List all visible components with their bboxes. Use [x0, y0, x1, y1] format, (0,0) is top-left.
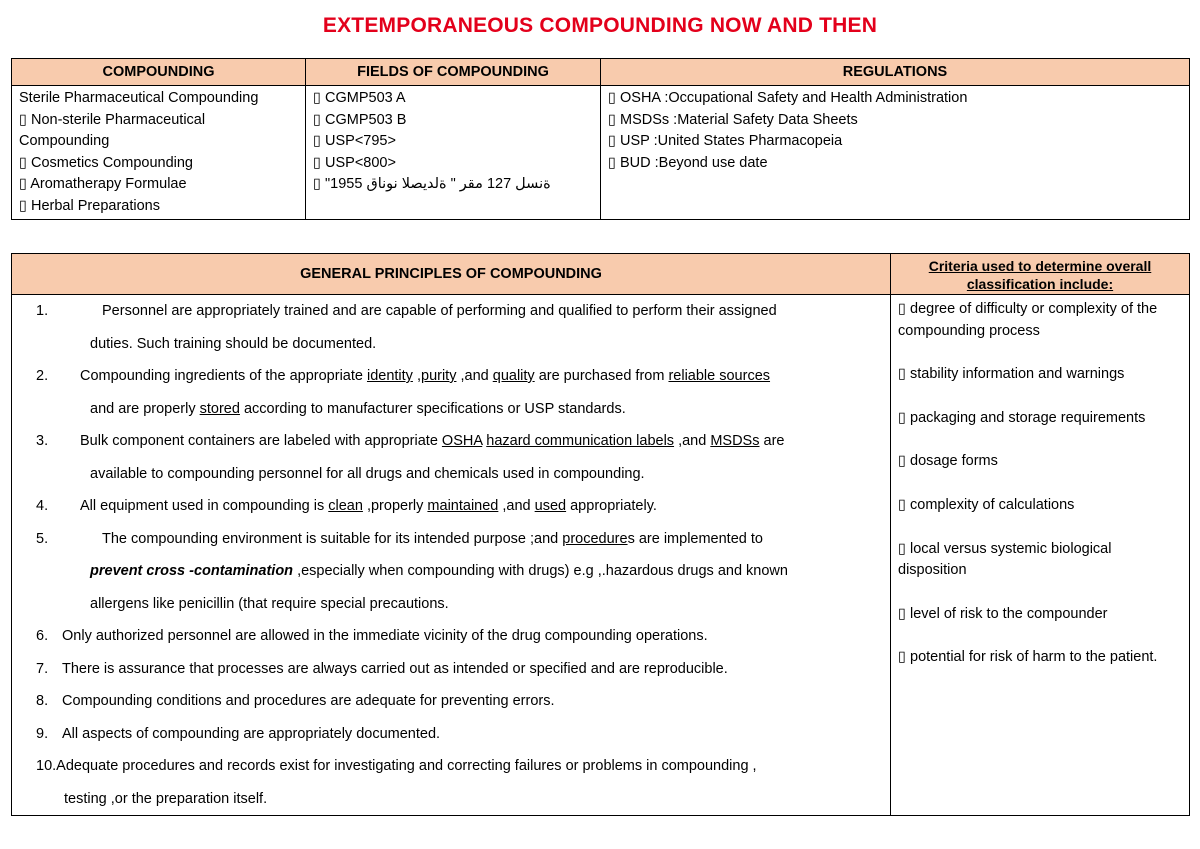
item-text: Compounding conditions and procedures are adequate for preventing errors. [62, 693, 555, 709]
criteria-item: ▯ packaging and storage requirements [898, 409, 1146, 426]
term-stored: stored [199, 400, 240, 417]
compounding-item: ▯ Cosmetics Compounding [19, 154, 193, 171]
item-text: Adequate procedures and records exist for investigating and correcting failures or problems in compounding , [56, 758, 757, 774]
term-quality: quality [492, 368, 535, 384]
item-text: are [759, 433, 785, 449]
item-text: There is assurance that processes are always carried out as intended or specified and are reproducible. [62, 660, 728, 677]
header-fields: FIELDS OF COMPOUNDING [306, 59, 601, 86]
item-text: , [412, 368, 421, 384]
field-item: ▯ USP<800> [313, 154, 396, 171]
item-number: 10. [36, 758, 57, 774]
item-text: Compounding ingredients of the appropriate [80, 368, 367, 384]
criteria-item: ▯ stability information and warnings [898, 366, 1125, 383]
list-item [18, 490, 886, 523]
header-criteria-text: Criteria used to determine overall classification include: [928, 258, 1152, 292]
item-text-continued: according to manufacturer specifications or USP standards. [239, 400, 626, 417]
item-number: 6. [36, 628, 49, 644]
regulation-item: ▯ OSHA :Occupational Safety and Health Administration [608, 90, 968, 106]
criteria-item: ▯ potential for risk of harm to the patient. [898, 649, 1158, 666]
item-text: Personnel are appropriately trained and are capable of performing and qualified to perform their assigned [102, 303, 777, 319]
criteria-item: ▯ local versus systemic biological disposition [898, 540, 1112, 579]
principles-list [12, 295, 891, 816]
term-maintained: maintained [427, 498, 499, 514]
regulation-item: ▯ USP :United States Pharmacopeia [608, 133, 843, 150]
item-text: ,properly [362, 498, 428, 514]
item-text: s are implemented to [627, 530, 763, 547]
list-item [18, 523, 886, 556]
regulation-item: ▯ MSDSs :Material Safety Data Sheets [608, 111, 858, 128]
header-compounding: COMPOUNDING [12, 59, 306, 86]
compounding-cell [12, 86, 306, 220]
field-item: ▯ CGMP503 A [313, 90, 406, 106]
item-text-continued: duties. Such training should be documented. [90, 335, 377, 352]
compounding-item: ▯ Herbal Preparations [19, 197, 160, 214]
criteria-list [891, 295, 1190, 816]
list-item [18, 425, 886, 458]
term-osha: OSHA [441, 433, 483, 449]
item-text: ,and [498, 498, 535, 514]
item-number: 9. [36, 725, 49, 742]
item-text: All aspects of compounding are appropriately documented. [62, 725, 441, 742]
item-number: 2. [36, 368, 49, 384]
item-number: 7. [36, 660, 49, 677]
list-item [18, 750, 886, 783]
general-principles-table [11, 253, 1190, 816]
term-reliable-sources: reliable sources [668, 368, 771, 384]
item-text: All equipment used in compounding is [80, 498, 329, 514]
item-number: 3. [36, 433, 49, 449]
field-item-arabic: ▯ "1955 ةنسل 127 مقر " ةلديصلا نوناق [313, 176, 551, 193]
regulation-item: ▯ BUD :Beyond use date [608, 154, 768, 171]
item-text-continued: testing ,or the preparation itself. [64, 790, 268, 807]
regulations-cell [601, 86, 1190, 220]
term-identity: identity [366, 368, 413, 384]
list-item [18, 653, 886, 686]
item-text-continued: ,especially when compounding with drugs) e.g ,.hazardous drugs and known [293, 563, 788, 579]
item-text-continued: available to compounding personnel for all drugs and chemicals used in compounding. [90, 465, 645, 482]
page-title: EXTEMPORANEOUS COMPOUNDING NOW AND THEN [322, 14, 878, 37]
item-text: appropriately. [566, 498, 657, 514]
item-number: 1. [36, 303, 49, 319]
term-used: used [534, 498, 567, 514]
item-text: Only authorized personnel are allowed in the immediate vicinity of the drug compounding operations. [62, 628, 708, 644]
criteria-item: ▯ complexity of calculations [898, 496, 1075, 513]
item-text: The compounding environment is suitable for its intended purpose ;and [102, 530, 563, 547]
item-number: 4. [36, 498, 49, 514]
criteria-item: ▯ dosage forms [898, 453, 998, 470]
criteria-item: ▯ degree of difficulty or complexity of the compounding process [898, 301, 1158, 339]
item-text: Bulk component containers are labeled with appropriate [80, 433, 442, 449]
item-text: ,and [674, 433, 711, 449]
item-text: are purchased from [534, 368, 669, 384]
term-hazard-labels: hazard communication labels [486, 433, 675, 449]
list-item [18, 295, 886, 328]
compounding-item: ▯ Aromatherapy Formulae [19, 176, 187, 193]
term-msdss: MSDSs [710, 433, 760, 449]
term-procedure: procedure [562, 530, 628, 547]
item-text-continued: allergens like penicillin (that require special precautions. [90, 595, 449, 612]
fields-cell [306, 86, 601, 220]
list-item [18, 620, 886, 653]
item-number: 8. [36, 693, 49, 709]
compounding-item: ▯ Non-sterile Pharmaceutical Compounding [19, 111, 206, 150]
item-number: 5. [36, 530, 49, 547]
header-general-principles: GENERAL PRINCIPLES OF COMPOUNDING [12, 254, 891, 295]
term-prevent-cross-contamination: prevent cross -contamination [90, 563, 294, 579]
compounding-overview-table [11, 58, 1190, 220]
field-item: ▯ USP<795> [313, 133, 396, 150]
list-item [18, 685, 886, 718]
list-item [18, 360, 886, 393]
term-purity: purity [421, 368, 457, 384]
header-criteria [891, 254, 1190, 295]
compounding-item: Sterile Pharmaceutical Compounding [19, 90, 259, 106]
list-item [18, 718, 886, 751]
header-regulations: REGULATIONS [601, 59, 1190, 86]
criteria-item: ▯ level of risk to the compounder [898, 605, 1108, 622]
field-item: ▯ CGMP503 B [313, 111, 407, 128]
term-clean: clean [328, 498, 363, 514]
item-text: ,and [456, 368, 493, 384]
item-text-continued: and are properly [90, 400, 200, 417]
